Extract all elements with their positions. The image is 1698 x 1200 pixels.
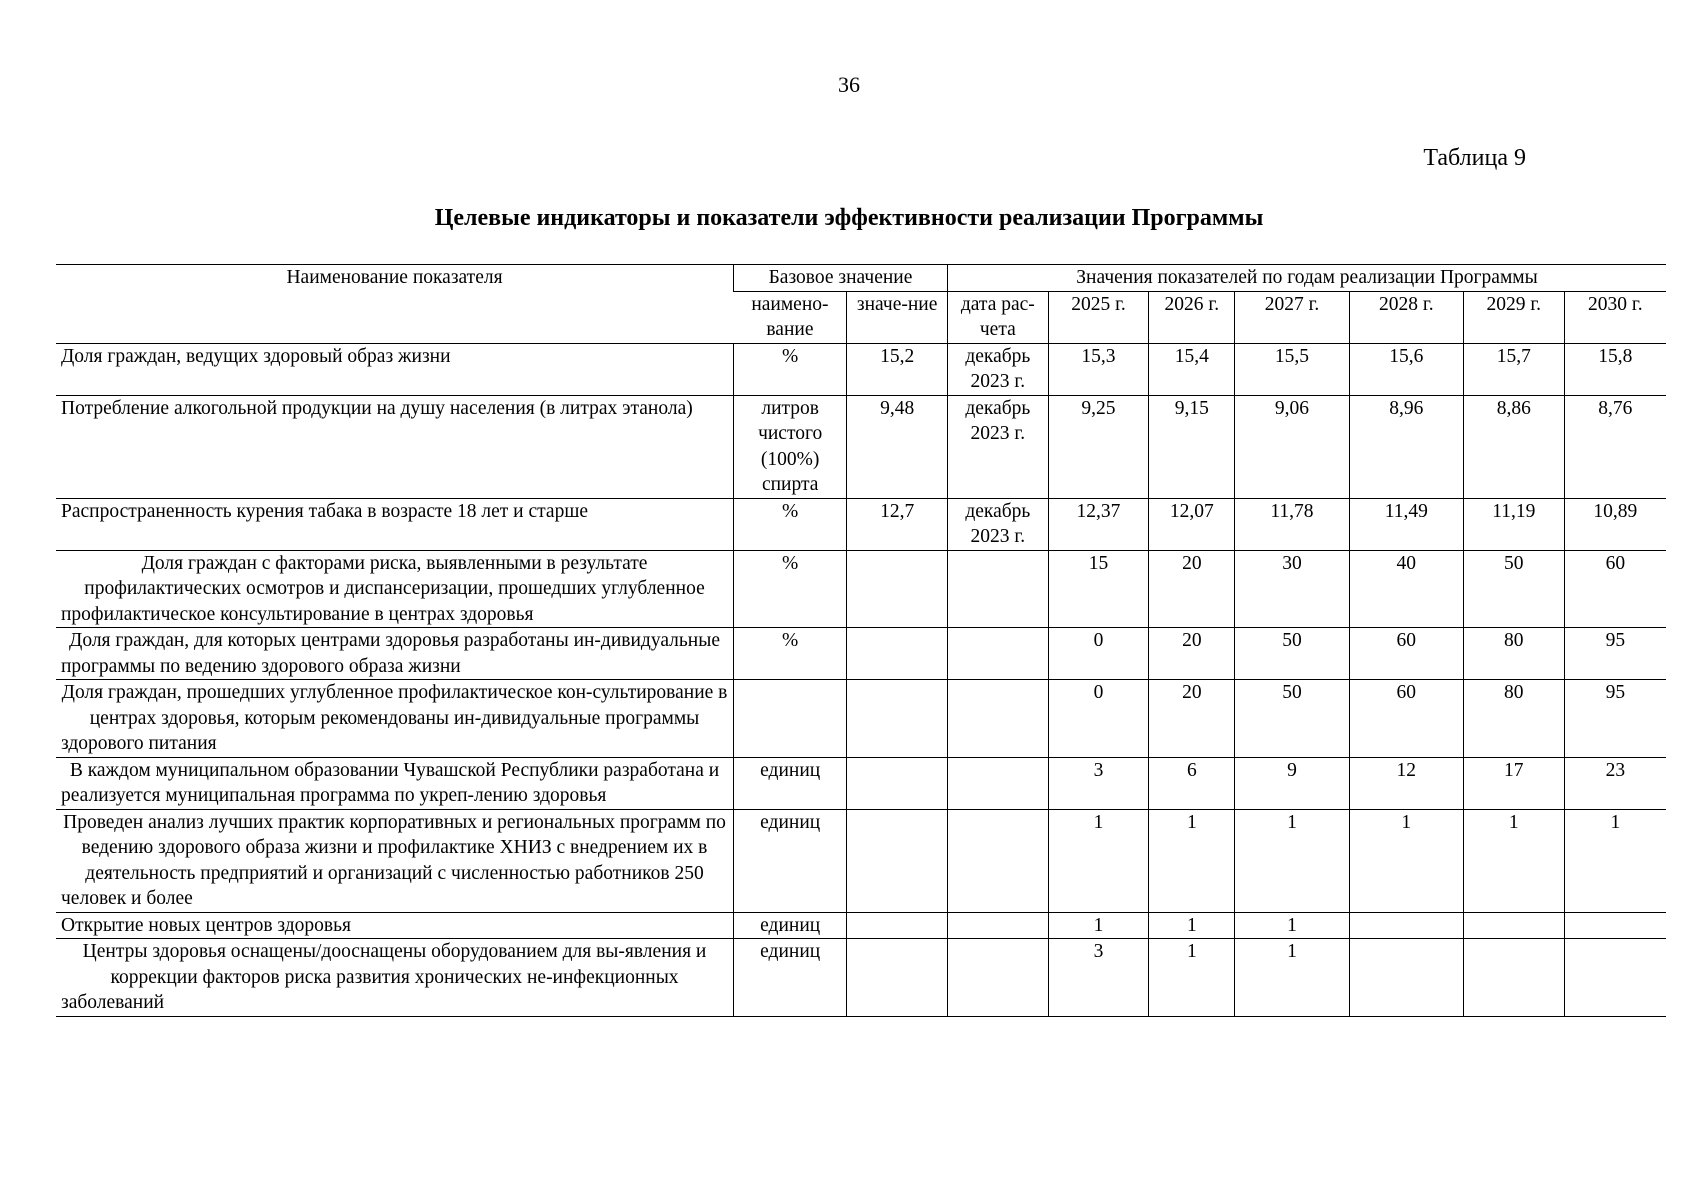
indicator-value-2028: 11,49 xyxy=(1349,498,1463,550)
indicator-value-2029: 11,19 xyxy=(1463,498,1564,550)
indicator-value-2025: 3 xyxy=(1048,757,1149,809)
indicator-value-2029: 8,86 xyxy=(1463,395,1564,498)
header-year-2027: 2027 г. xyxy=(1235,291,1349,343)
indicator-value-2026: 1 xyxy=(1149,939,1235,1017)
indicator-value-2027: 1 xyxy=(1235,912,1349,939)
header-year-2029: 2029 г. xyxy=(1463,291,1564,343)
indicator-unit: % xyxy=(734,628,847,680)
indicator-value-2028: 60 xyxy=(1349,628,1463,680)
header-year-2026: 2026 г. xyxy=(1149,291,1235,343)
indicator-name: Центры здоровья оснащены/дооснащены оборудованием для вы-явления и коррекции факторов риска развития хронических не-инфекционных заболеваний xyxy=(56,939,734,1017)
table-row xyxy=(56,550,1666,628)
indicator-value-2028 xyxy=(1349,912,1463,939)
indicator-value-2028: 8,96 xyxy=(1349,395,1463,498)
indicator-unit: единиц xyxy=(734,809,847,912)
indicator-base-value xyxy=(847,680,948,758)
indicator-base-value xyxy=(847,628,948,680)
indicator-value-2026: 12,07 xyxy=(1149,498,1235,550)
indicator-value-2029: 1 xyxy=(1463,809,1564,912)
indicator-value-2027: 30 xyxy=(1235,550,1349,628)
indicator-value-2029: 80 xyxy=(1463,680,1564,758)
indicator-value-2027: 9,06 xyxy=(1235,395,1349,498)
indicator-value-2025: 9,25 xyxy=(1048,395,1149,498)
indicator-value-2027: 15,5 xyxy=(1235,343,1349,395)
indicator-base-value xyxy=(847,939,948,1017)
header-base: Базовое значение xyxy=(734,265,948,292)
document-title: Целевые индикаторы и показатели эффективности реализации Программы xyxy=(434,205,1264,231)
table-row xyxy=(56,809,1666,912)
indicator-calc-date xyxy=(947,680,1048,758)
header-base-unit: наимено-вание xyxy=(734,291,847,343)
indicator-value-2026: 20 xyxy=(1149,628,1235,680)
indicator-value-2027: 50 xyxy=(1235,628,1349,680)
indicator-value-2029: 15,7 xyxy=(1463,343,1564,395)
table-label: Таблица 9 xyxy=(1423,145,1526,171)
indicator-base-value: 15,2 xyxy=(847,343,948,395)
indicator-base-value xyxy=(847,550,948,628)
indicator-name: Доля граждан, для которых центрами здоровья разработаны ин-дивидуальные программы по ведению здорового образа жизни xyxy=(56,628,734,680)
indicator-value-2025: 15 xyxy=(1048,550,1149,628)
indicator-value-2026: 15,4 xyxy=(1149,343,1235,395)
indicator-value-2028: 60 xyxy=(1349,680,1463,758)
indicator-value-2029: 17 xyxy=(1463,757,1564,809)
indicator-value-2030: 60 xyxy=(1564,550,1666,628)
indicator-value-2030 xyxy=(1564,912,1666,939)
indicator-name: Открытие новых центров здоровья xyxy=(56,912,734,939)
indicator-calc-date xyxy=(947,628,1048,680)
indicator-name: Доля граждан с факторами риска, выявленными в результате профилактических осмотров и диспансеризации, прошедших углубленное профилактическое консультирование в центрах здоровья xyxy=(56,550,734,628)
indicator-value-2030: 23 xyxy=(1564,757,1666,809)
table-row xyxy=(56,939,1666,1017)
indicator-value-2027: 1 xyxy=(1235,939,1349,1017)
indicator-value-2029: 50 xyxy=(1463,550,1564,628)
indicator-value-2029 xyxy=(1463,939,1564,1017)
indicator-name: Проведен анализ лучших практик корпоративных и региональных программ по ведению здорового образа жизни и профилактике ХНИЗ с внедрением их в деятельность предприятий и организаций с численностью работников 250 человек и более xyxy=(56,809,734,912)
indicator-value-2026: 9,15 xyxy=(1149,395,1235,498)
header-years-group: Значения показателей по годам реализации Программы xyxy=(947,265,1666,292)
indicator-unit: единиц xyxy=(734,757,847,809)
indicator-calc-date xyxy=(947,809,1048,912)
indicator-name: Доля граждан, прошедших углубленное профилактическое кон-сультирование в центрах здоровья, которым рекомендованы ин-дивидуальные программы здорового питания xyxy=(56,680,734,758)
indicator-name: Распространенность курения табака в возрасте 18 лет и старше xyxy=(56,498,734,550)
indicator-value-2030: 95 xyxy=(1564,680,1666,758)
indicator-value-2030: 95 xyxy=(1564,628,1666,680)
indicator-calc-date xyxy=(947,757,1048,809)
indicator-value-2028 xyxy=(1349,939,1463,1017)
indicator-calc-date: декабрь 2023 г. xyxy=(947,343,1048,395)
indicator-value-2030: 10,89 xyxy=(1564,498,1666,550)
indicator-value-2025: 3 xyxy=(1048,939,1149,1017)
indicator-value-2030: 1 xyxy=(1564,809,1666,912)
indicator-unit: единиц xyxy=(734,912,847,939)
indicator-value-2027: 1 xyxy=(1235,809,1349,912)
indicator-value-2028: 1 xyxy=(1349,809,1463,912)
indicator-unit: единиц xyxy=(734,939,847,1017)
indicator-unit: % xyxy=(734,550,847,628)
indicator-calc-date xyxy=(947,550,1048,628)
indicator-value-2025: 1 xyxy=(1048,912,1149,939)
indicator-value-2028: 15,6 xyxy=(1349,343,1463,395)
indicator-calc-date xyxy=(947,912,1048,939)
indicator-value-2026: 6 xyxy=(1149,757,1235,809)
indicator-unit: литров чистого (100%) спирта xyxy=(734,395,847,498)
header-name: Наименование показателя xyxy=(56,265,734,344)
indicator-value-2026: 1 xyxy=(1149,912,1235,939)
indicator-unit: % xyxy=(734,343,847,395)
indicator-base-value xyxy=(847,912,948,939)
table-row xyxy=(56,628,1666,680)
indicator-value-2025: 15,3 xyxy=(1048,343,1149,395)
indicator-value-2029: 80 xyxy=(1463,628,1564,680)
indicator-calc-date: декабрь 2023 г. xyxy=(947,498,1048,550)
indicator-name: Доля граждан, ведущих здоровый образ жизни xyxy=(56,343,734,395)
indicator-value-2030 xyxy=(1564,939,1666,1017)
indicator-base-value: 12,7 xyxy=(847,498,948,550)
header-row-top xyxy=(56,265,1666,292)
page-number: 36 xyxy=(838,72,860,97)
indicator-value-2029 xyxy=(1463,912,1564,939)
indicator-value-2027: 9 xyxy=(1235,757,1349,809)
table-row xyxy=(56,498,1666,550)
indicator-value-2026: 1 xyxy=(1149,809,1235,912)
indicators-table xyxy=(56,264,1666,1017)
header-year-2028: 2028 г. xyxy=(1349,291,1463,343)
table-row xyxy=(56,343,1666,395)
indicator-value-2025: 12,37 xyxy=(1048,498,1149,550)
indicator-value-2030: 15,8 xyxy=(1564,343,1666,395)
indicator-value-2025: 1 xyxy=(1048,809,1149,912)
indicator-value-2028: 40 xyxy=(1349,550,1463,628)
indicator-value-2026: 20 xyxy=(1149,550,1235,628)
indicator-value-2025: 0 xyxy=(1048,680,1149,758)
indicator-value-2028: 12 xyxy=(1349,757,1463,809)
table-row xyxy=(56,680,1666,758)
header-year-2030: 2030 г. xyxy=(1564,291,1666,343)
table-row xyxy=(56,912,1666,939)
indicator-name: Потребление алкогольной продукции на душу населения (в литрах этанола) xyxy=(56,395,734,498)
header-base-value: значе-ние xyxy=(847,291,948,343)
indicator-calc-date xyxy=(947,939,1048,1017)
indicator-base-value xyxy=(847,757,948,809)
header-calc-date: дата рас-чета xyxy=(947,291,1048,343)
indicator-value-2030: 8,76 xyxy=(1564,395,1666,498)
indicator-value-2026: 20 xyxy=(1149,680,1235,758)
indicator-calc-date: декабрь 2023 г. xyxy=(947,395,1048,498)
indicator-value-2027: 11,78 xyxy=(1235,498,1349,550)
table-row xyxy=(56,395,1666,498)
indicator-name: В каждом муниципальном образовании Чувашской Республики разработана и реализуется муниципальная программа по укреп-лению здоровья xyxy=(56,757,734,809)
header-year-2025: 2025 г. xyxy=(1048,291,1149,343)
indicator-unit: % xyxy=(734,498,847,550)
indicator-unit xyxy=(734,680,847,758)
indicator-base-value xyxy=(847,809,948,912)
indicator-value-2025: 0 xyxy=(1048,628,1149,680)
table-row xyxy=(56,757,1666,809)
indicator-base-value: 9,48 xyxy=(847,395,948,498)
indicator-value-2027: 50 xyxy=(1235,680,1349,758)
